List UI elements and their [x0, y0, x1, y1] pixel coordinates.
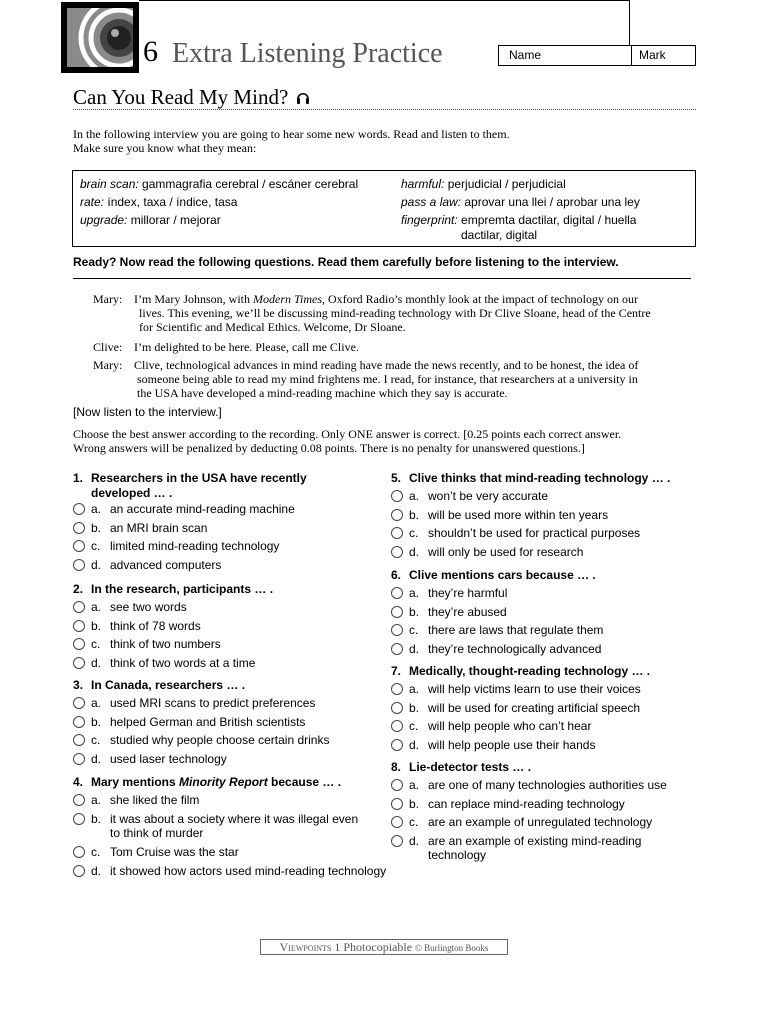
speaker-label: Mary: [93, 358, 123, 372]
speech-line: for Scientific and Medical Ethics. Welcome, Dr Sloane. [139, 320, 406, 334]
option-text[interactable]: an MRI brain scan [110, 520, 208, 535]
answer-radio[interactable] [73, 522, 85, 534]
title-divider [73, 109, 696, 110]
header-title: Extra Listening Practice [172, 38, 443, 69]
answer-radio[interactable] [73, 813, 85, 825]
option-letter: c. [91, 539, 101, 553]
option-text[interactable]: studied why people choose certain drinks [110, 733, 330, 747]
option-letter: d. [409, 737, 420, 752]
speech-line: I’m Mary Johnson, with Modern Times, Oxford Radio’s monthly look at the impact of technology on our [134, 292, 638, 306]
option-letter: b. [91, 714, 102, 729]
question-heading: 4. Mary mentions Minority Report because … . [73, 775, 342, 789]
option-letter: d. [91, 557, 102, 572]
question-heading: 8. Lie-detector tests … . [391, 760, 532, 774]
instructions-line-2: Wrong answers will be penalized by deducting 0.08 points. There is no penalty for unanswered questions.] [73, 441, 585, 455]
answer-radio[interactable] [391, 779, 403, 791]
answer-radio[interactable] [73, 540, 85, 552]
option-text[interactable]: there are laws that regulate them [428, 623, 604, 637]
question-heading: 1. Researchers in the USA have recently [73, 471, 307, 485]
intro-line-2: Make sure you know what they mean: [73, 141, 257, 155]
option-letter: d. [409, 833, 420, 848]
mark-field[interactable]: Mark [639, 48, 666, 62]
question-heading: 6. Clive mentions cars because … . [391, 568, 596, 582]
option-text[interactable]: think of two numbers [110, 637, 221, 651]
answer-radio[interactable] [391, 643, 403, 655]
option-text[interactable]: will only be used for research [428, 544, 584, 559]
answer-radio[interactable] [73, 503, 85, 515]
option-text[interactable]: advanced computers [110, 557, 222, 572]
vocab-item-continued: dactilar, digital [461, 228, 538, 242]
answer-radio[interactable] [391, 702, 403, 714]
speech-line: I’m delighted to be here. Please, call me Clive. [134, 340, 359, 354]
speech-line: someone being able to read my mind frightens me. I read, for instance, that researchers at a university in [137, 372, 638, 386]
page-title [73, 84, 310, 110]
question-heading: 3. In Canada, researchers … . [73, 678, 246, 692]
name-field[interactable]: Name [509, 48, 542, 62]
answer-radio[interactable] [391, 527, 403, 539]
unit-logo [61, 2, 139, 73]
option-letter: c. [91, 637, 101, 651]
option-letter: b. [409, 507, 420, 522]
option-text[interactable]: are an example of existing mind-reading [428, 833, 642, 848]
option-letter: c. [91, 845, 101, 859]
listen-note: [Now listen to the interview.] [73, 405, 222, 419]
option-letter: a. [409, 682, 420, 696]
option-text[interactable]: an accurate mind-reading machine [110, 502, 295, 516]
header-vertical-rule [629, 0, 630, 45]
option-text[interactable]: she liked the film [110, 793, 200, 807]
answer-radio[interactable] [73, 601, 85, 613]
question-heading: 7. Medically, thought-reading technology … . [391, 664, 651, 678]
answer-radio[interactable] [73, 794, 85, 806]
option-letter: a. [409, 586, 420, 600]
question-heading: 5. Clive thinks that mind-reading technology … . [391, 471, 671, 485]
option-letter: a. [91, 502, 102, 516]
headphone-ear-icon [67, 8, 133, 67]
answer-radio[interactable] [391, 739, 403, 751]
option-letter: c. [409, 526, 419, 540]
option-text[interactable]: shouldn’t be used for practical purposes [428, 526, 641, 540]
option-letter: a. [409, 489, 420, 503]
vocab-item: rate: índex, taxa / índice, tasa [80, 195, 238, 209]
answer-radio[interactable] [391, 720, 403, 732]
answer-radio[interactable] [73, 697, 85, 709]
option-letter: b. [91, 811, 102, 826]
option-letter: b. [409, 700, 420, 715]
option-text[interactable]: will help victims learn to use their voices [428, 682, 641, 696]
answer-radio[interactable] [391, 816, 403, 828]
option-letter: c. [409, 623, 419, 637]
option-letter: a. [409, 778, 420, 792]
option-text[interactable]: will help people use their hands [428, 737, 596, 752]
answer-radio[interactable] [391, 835, 403, 847]
vocab-item: pass a law: aprovar una llei / aprobar una ley [401, 195, 640, 209]
vocab-item: brain scan: gammagrafia cerebral / escáner cerebral [80, 177, 359, 191]
option-text[interactable]: won’t be very accurate [428, 489, 549, 503]
option-letter: d. [409, 544, 420, 559]
footer-brand: Viewpoints 1 [279, 940, 341, 954]
ready-instruction: Ready? Now read the following questions. Read them carefully before listening to the interview. [73, 255, 619, 269]
speech-line: lives. This evening, we’ll be discussing mind-reading technology with Dr Clive Sloane, head of the Centre [139, 306, 651, 320]
answer-radio[interactable] [73, 734, 85, 746]
name-mark-divider [631, 46, 632, 65]
vocab-item: upgrade: millorar / mejorar [80, 213, 221, 227]
option-text[interactable]: will be used more within ten years [428, 507, 609, 522]
answer-radio[interactable] [73, 753, 85, 765]
option-text[interactable]: Tom Cruise was the star [110, 845, 239, 859]
question-heading-continued: developed … . [91, 486, 173, 500]
option-letter: b. [409, 796, 420, 811]
option-text[interactable]: think of two words at a time [110, 655, 256, 670]
answer-radio[interactable] [391, 798, 403, 810]
option-letter: c. [409, 719, 419, 733]
answer-radio[interactable] [73, 638, 85, 650]
option-text[interactable]: they’re abused [428, 604, 507, 619]
answer-radio[interactable] [73, 865, 85, 877]
option-letter: c. [91, 733, 101, 747]
option-letter: c. [409, 815, 419, 829]
option-letter: d. [91, 863, 102, 878]
answer-radio[interactable] [73, 559, 85, 571]
option-text[interactable]: are an example of unregulated technology [428, 815, 653, 829]
vocab-item: harmful: perjudicial / perjudicial [401, 177, 566, 191]
question-heading: 2. In the research, participants … . [73, 582, 274, 596]
option-text[interactable]: used MRI scans to predict preferences [110, 696, 316, 710]
header-top-rule [139, 0, 630, 1]
option-letter: a. [91, 793, 102, 807]
answer-radio[interactable] [73, 620, 85, 632]
option-letter: a. [91, 696, 102, 710]
option-text[interactable]: see two words [110, 600, 187, 614]
answer-radio[interactable] [391, 490, 403, 502]
headphones-icon [296, 89, 310, 105]
answer-radio[interactable] [73, 846, 85, 858]
option-letter: d. [91, 655, 102, 670]
speaker-label: Clive: [93, 340, 123, 354]
answer-radio[interactable] [391, 546, 403, 558]
speaker-label: Mary: [93, 292, 123, 306]
instructions-line-1: Choose the best answer according to the recording. Only ONE answer is correct. [0.25 points each correct answer. [73, 427, 622, 441]
option-text[interactable]: can replace mind-reading technology [428, 796, 625, 811]
section-rule [73, 278, 691, 279]
vocabulary-box [72, 170, 696, 247]
option-letter: b. [91, 618, 102, 633]
option-text[interactable]: are one of many technologies authorities use [428, 778, 667, 792]
answer-radio[interactable] [391, 624, 403, 636]
page-title-text: Can You Read My Mind? [73, 85, 289, 109]
option-letter: b. [409, 604, 420, 619]
name-mark-box [498, 45, 696, 66]
option-letter: d. [409, 641, 420, 656]
footer-copyright [260, 939, 508, 955]
option-letter: a. [91, 600, 102, 614]
option-text[interactable]: will be used for creating artificial speech [428, 700, 641, 715]
answer-radio[interactable] [391, 587, 403, 599]
answer-radio[interactable] [73, 716, 85, 728]
intro-line-1: In the following interview you are going to hear some new words. Read and listen to them. [73, 127, 510, 141]
vocab-item: fingerprint: empremta dactilar, digital / huella [401, 213, 637, 227]
option-text[interactable]: it showed how actors used mind-reading technology [110, 863, 387, 878]
option-text[interactable]: it was about a society where it was illegal even [110, 811, 359, 826]
option-text-continued: technology [428, 848, 487, 862]
answer-radio[interactable] [73, 657, 85, 669]
speech-line: Clive, technological advances in mind reading have made the news recently, and to be honest, the idea of [134, 358, 639, 372]
option-text[interactable]: they’re harmful [428, 586, 508, 600]
option-text[interactable]: used laser technology [110, 751, 227, 766]
option-letter: d. [91, 751, 102, 766]
option-text[interactable]: will help people who can’t hear [428, 719, 592, 733]
option-text[interactable]: limited mind-reading technology [110, 539, 280, 553]
footer-label: Photocopiable [343, 940, 413, 954]
footer-copyright-text: © Burlington Books [415, 943, 489, 953]
option-text-continued: to think of murder [110, 826, 204, 840]
option-letter: b. [91, 520, 102, 535]
answer-radio[interactable] [391, 606, 403, 618]
answer-radio[interactable] [391, 509, 403, 521]
option-text[interactable]: they’re technologically advanced [428, 641, 602, 656]
unit-number: 6 [143, 35, 158, 68]
speech-line: the USA have developed a mind-reading machine which they say is accurate. [137, 386, 508, 400]
option-text[interactable]: think of 78 words [110, 618, 201, 633]
answer-radio[interactable] [391, 683, 403, 695]
option-text[interactable]: helped German and British scientists [110, 714, 306, 729]
